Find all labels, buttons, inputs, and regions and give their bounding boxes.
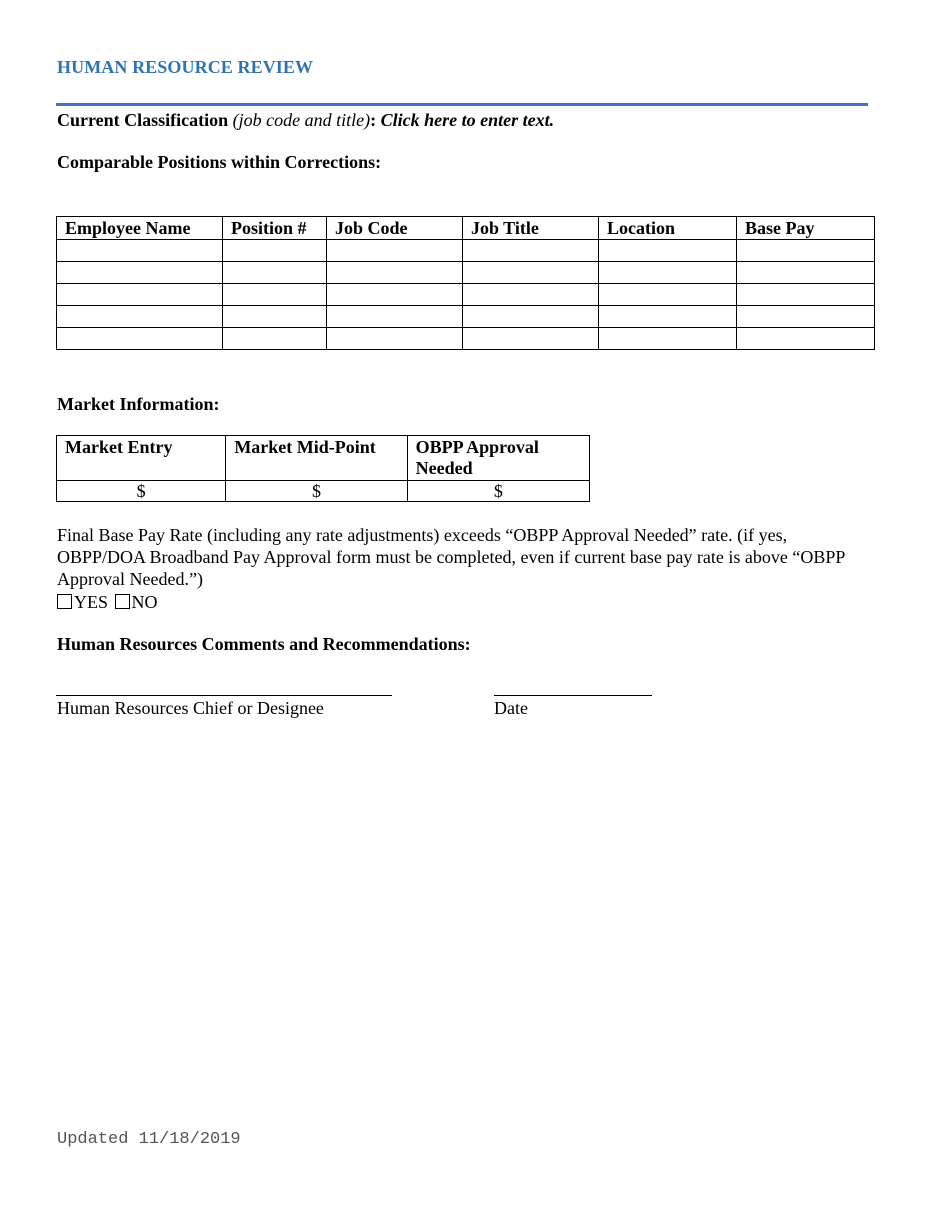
column-header: Job Title: [463, 217, 599, 240]
table-cell[interactable]: [463, 328, 599, 350]
column-header: Job Code: [327, 217, 463, 240]
yes-checkbox[interactable]: [57, 594, 72, 609]
classification-label: Current Classification: [57, 110, 229, 130]
classification-colon: :: [370, 110, 377, 130]
table-row: [57, 481, 590, 502]
table-cell[interactable]: [223, 262, 327, 284]
table-cell[interactable]: [599, 240, 737, 262]
table-cell[interactable]: [737, 262, 875, 284]
classification-entry-field[interactable]: Click here to enter text.: [380, 110, 555, 130]
table-cell[interactable]: [463, 306, 599, 328]
table-cell[interactable]: [737, 240, 875, 262]
table-cell[interactable]: [599, 262, 737, 284]
market-information-table: [56, 435, 590, 502]
table-cell[interactable]: [463, 284, 599, 306]
current-classification-row: [57, 110, 554, 131]
signature-line[interactable]: [56, 695, 392, 696]
comparable-positions-label: Comparable Positions within Corrections:: [57, 152, 382, 172]
page-heading: HUMAN RESOURCE REVIEW: [57, 57, 314, 77]
table-cell[interactable]: [463, 240, 599, 262]
signature-caption: Human Resources Chief or Designee: [57, 698, 324, 718]
table-cell[interactable]: [463, 262, 599, 284]
table-cell[interactable]: [223, 306, 327, 328]
market-midpoint-value[interactable]: $: [226, 481, 407, 502]
classification-hint: (job code and title): [232, 110, 371, 130]
no-label: NO: [131, 592, 158, 612]
column-header: Location: [599, 217, 737, 240]
table-cell[interactable]: [327, 284, 463, 306]
table-cell[interactable]: [57, 262, 223, 284]
table-row: [57, 284, 875, 306]
table-cell[interactable]: [599, 284, 737, 306]
hr-comments-label: Human Resources Comments and Recommendations:: [57, 634, 471, 654]
table-cell[interactable]: [57, 240, 223, 262]
comparable-positions-table: [56, 216, 875, 350]
table-cell[interactable]: [57, 306, 223, 328]
heading-rule: [56, 103, 868, 106]
yes-no-options: [57, 591, 158, 613]
table-cell[interactable]: [737, 284, 875, 306]
obpp-approval-value[interactable]: $: [407, 481, 589, 502]
table-row: [57, 306, 875, 328]
table-cell[interactable]: [327, 328, 463, 350]
table-row: [57, 240, 875, 262]
table-cell[interactable]: [223, 284, 327, 306]
table-row: [57, 262, 875, 284]
table-cell[interactable]: [737, 328, 875, 350]
column-header: Position #: [223, 217, 327, 240]
table-cell[interactable]: [327, 262, 463, 284]
table-row: [57, 328, 875, 350]
yes-label: YES: [74, 592, 109, 612]
approval-note: Final Base Pay Rate (including any rate adjustments) exceeds “OBPP Approval Needed” rate. (if yes, OBPP/DOA Broadband Pay Approval form must be completed, even if current base pay rate is above “OBPP Approval Needed.”): [57, 525, 845, 589]
no-checkbox[interactable]: [115, 594, 130, 609]
table-cell[interactable]: [57, 328, 223, 350]
table-cell[interactable]: [327, 240, 463, 262]
table-cell[interactable]: [599, 328, 737, 350]
table-cell[interactable]: [223, 240, 327, 262]
table-header-row: [57, 436, 590, 481]
table-cell[interactable]: [57, 284, 223, 306]
date-line[interactable]: [494, 695, 652, 696]
market-information-label: Market Information:: [57, 394, 220, 414]
table-header-row: [57, 217, 875, 240]
column-header: Market Mid-Point: [226, 436, 407, 481]
column-header: Employee Name: [57, 217, 223, 240]
table-cell[interactable]: [327, 306, 463, 328]
market-entry-value[interactable]: $: [57, 481, 226, 502]
date-caption: Date: [494, 698, 528, 718]
table-cell[interactable]: [599, 306, 737, 328]
table-cell[interactable]: [223, 328, 327, 350]
table-cell[interactable]: [737, 306, 875, 328]
column-header: Base Pay: [737, 217, 875, 240]
column-header: Market Entry: [57, 436, 226, 481]
column-header: OBPP Approval Needed: [407, 436, 589, 481]
updated-footer: Updated 11/18/2019: [57, 1130, 241, 1149]
